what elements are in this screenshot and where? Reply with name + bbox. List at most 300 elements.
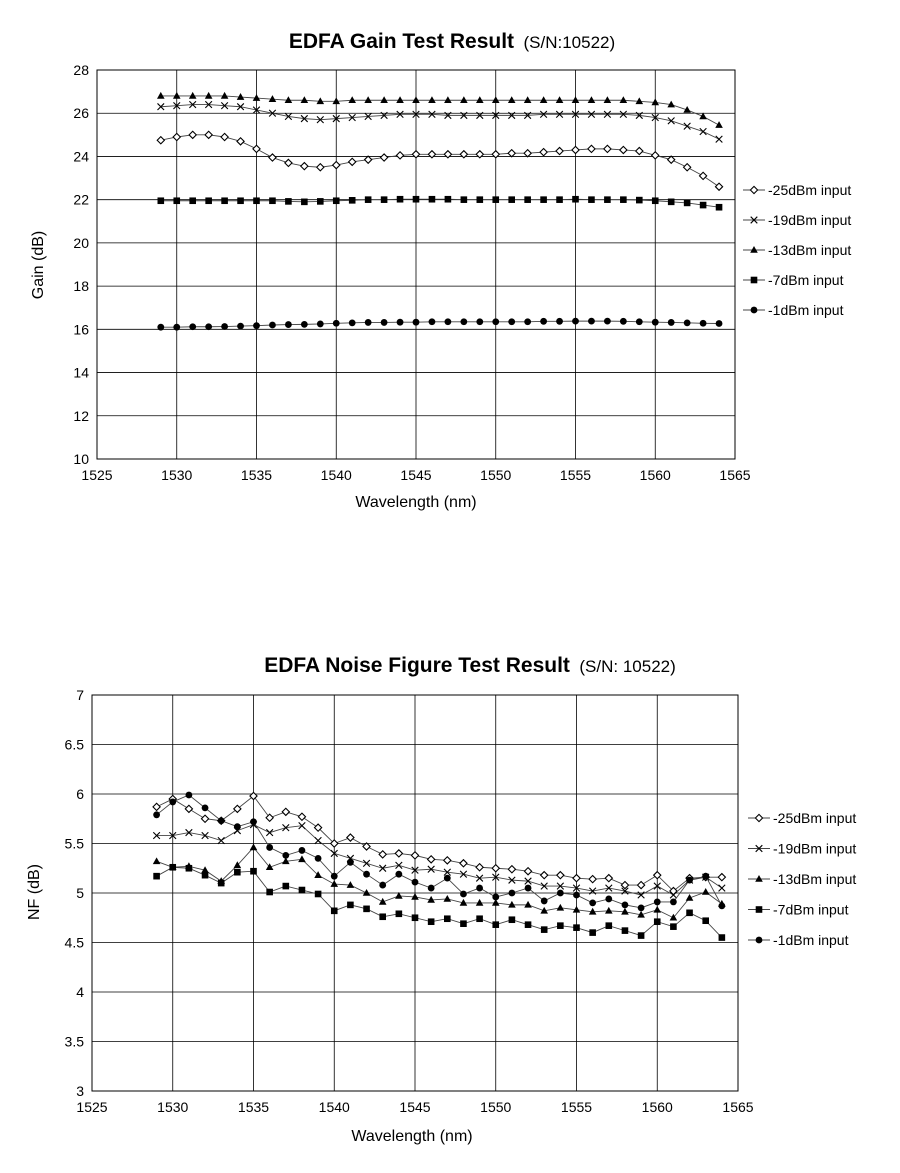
nf-data-point [395,871,402,878]
gain-data-point [620,318,627,325]
gain-data-point [636,147,643,154]
gain-data-point [460,318,467,325]
gain-chart-y-axis-label: Gain (dB) [30,230,47,300]
gain-data-point [333,320,340,327]
gain-data-point [205,131,212,138]
gain-data-point [173,197,180,204]
gain-series-0 [157,131,722,190]
nf-data-point [589,900,596,907]
gain-data-point [221,133,228,140]
gain-data-point [429,318,436,325]
nf-data-point [718,874,725,881]
nf-data-point [719,885,726,892]
gain-data-point [412,96,420,103]
gain-legend-entry [743,212,851,228]
gain-data-point [716,320,723,327]
nf-data-point [185,805,192,812]
gain-data-point [715,183,722,190]
gain-data-point [301,199,308,206]
gain-data-point [508,150,515,157]
nf-data-point [605,875,612,882]
gain-data-point [397,196,404,203]
gain-legend-label: -1dBm input [768,302,844,318]
gain-chart-title [289,30,615,53]
gain-data-point [285,198,292,205]
nf-legend-entry [748,932,849,948]
gain-data-point [604,196,611,203]
gain-data-point [173,133,180,140]
nf-data-point [638,932,645,939]
gain-data-point [668,319,675,326]
nf-data-point [509,916,516,923]
nf-y-tick-label: 7 [76,687,84,703]
gain-data-point [668,199,675,206]
nf-data-point [379,851,386,858]
gain-series-2 [157,92,723,128]
gain-x-tick-label: 1550 [480,467,512,483]
gain-y-tick-label: 14 [73,364,89,381]
gain-data-point [716,204,723,211]
gain-data-point [429,196,436,203]
gain-data-point [380,96,388,103]
nf-data-point [363,860,370,867]
gain-data-point [189,323,196,330]
nf-data-point [396,910,403,917]
gain-data-point [604,318,611,325]
gain-data-point [700,320,707,327]
nf-data-point [379,882,386,889]
gain-data-point [588,145,595,152]
nf-legend-entry [748,902,849,918]
gain-legend-label: -13dBm input [768,242,852,258]
nf-data-point [702,873,709,880]
gain-data-point [700,202,707,209]
gain-data-point [285,159,292,166]
gain-data-point [604,96,612,103]
nf-data-point [605,907,613,914]
gain-chart-plot-area [73,62,750,483]
nf-data-point [605,896,612,903]
gain-data-point [396,152,403,159]
nf-data-point [444,875,451,882]
nf-data-point [169,864,176,871]
nf-legend-marker [755,814,762,821]
gain-data-point [157,324,164,331]
nf-data-point [347,902,354,909]
gain-data-point [237,197,244,204]
nf-data-point [266,889,273,896]
gain-x-tick-label: 1540 [320,467,352,483]
gain-data-point [508,318,515,325]
gain-x-tick-label: 1545 [400,467,432,483]
nf-data-point [444,895,452,902]
nf-y-tick-label: 4 [76,984,84,1000]
gain-data-point [556,147,563,154]
gain-legend-marker [750,246,758,253]
nf-data-point [315,837,322,844]
gain-data-point [620,96,628,103]
nf-chart-y-axis-label: NF (dB) [26,864,43,920]
gain-data-point [588,196,595,203]
nf-x-tick-label: 1525 [76,1099,108,1115]
nf-data-point [218,837,225,844]
nf-legend-marker [756,906,763,913]
nf-data-point [331,873,338,880]
gain-data-point [556,196,563,203]
nf-x-tick-label: 1535 [237,1099,270,1115]
nf-series-line [157,795,722,908]
gain-data-point [364,96,372,103]
nf-data-point [638,881,645,888]
nf-data-point [363,906,370,913]
nf-data-point [202,804,209,811]
nf-data-point [169,799,176,806]
nf-data-point [654,918,661,925]
gain-y-tick-label: 24 [73,148,89,165]
nf-data-point [525,921,532,928]
gain-data-point [700,128,707,135]
nf-y-tick-label: 5 [76,885,84,901]
nf-data-point [412,879,419,886]
gain-data-point [396,96,404,103]
nf-data-point [654,899,661,906]
gain-data-point [221,197,228,204]
gain-y-tick-label: 26 [73,105,89,122]
nf-x-tick-label: 1550 [480,1099,512,1115]
nf-data-point [411,852,418,859]
gain-x-tick-label: 1565 [719,467,751,483]
nf-data-point [557,890,564,897]
nf-y-tick-label: 6 [76,786,84,802]
nf-data-point [476,915,483,922]
noise-figure-chart [26,654,856,1145]
gain-data-point [524,150,531,157]
nf-data-point [331,908,338,915]
gain-series-line [161,199,719,207]
nf-legend-label: -13dBm input [773,871,857,887]
nf-data-point [589,929,596,936]
nf-data-point [719,934,726,941]
nf-data-point [476,864,483,871]
nf-data-point [250,868,257,875]
gain-data-point [253,197,260,204]
nf-data-point [201,815,208,822]
gain-x-tick-label: 1560 [639,467,671,483]
nf-x-tick-label: 1560 [641,1099,673,1115]
gain-x-tick-label: 1555 [559,467,592,483]
nf-data-point [557,904,565,911]
gain-data-point [508,96,516,103]
nf-data-point [621,881,628,888]
nf-chart-legend [748,810,856,948]
gain-data-point [365,196,372,203]
gain-data-point [317,198,324,205]
nf-legend-label: -7dBm input [773,901,849,918]
nf-data-point [299,847,306,854]
gain-data-point [205,323,212,330]
gain-data-point [189,92,197,99]
gain-legend-entry [743,182,851,198]
gain-data-point [540,196,547,203]
gain-legend-entry [743,272,844,288]
nf-data-point [266,814,273,821]
nf-data-point [492,894,499,901]
gain-data-point [221,323,228,330]
gain-data-point [492,318,499,325]
gain-data-point [460,96,468,103]
gain-data-point [492,96,500,103]
nf-data-point [638,904,645,911]
gain-y-tick-label: 16 [73,321,89,338]
gain-chart-x-axis-label: Wavelength (nm) [355,494,477,511]
gain-data-point [269,197,276,204]
nf-data-point [702,888,710,895]
gain-data-point [540,318,547,325]
nf-data-point [557,922,564,929]
nf-data-point [492,921,499,928]
gain-data-point [715,121,723,128]
nf-x-tick-label: 1555 [560,1099,593,1115]
gain-data-point [444,96,452,103]
gain-legend-entry [743,242,851,258]
gain-data-point [492,196,499,203]
gain-data-point [445,318,452,325]
nf-data-point [606,922,613,929]
gain-data-point [700,172,707,179]
nf-data-point [557,872,564,879]
gain-data-point [269,322,276,329]
nf-data-point [186,865,193,872]
nf-y-tick-label: 4.5 [64,934,84,951]
gain-data-point [524,96,532,103]
gain-data-point [157,137,164,144]
nf-y-tick-label: 3.5 [64,1033,84,1050]
gain-series-line [161,321,719,327]
nf-y-tick-label: 6.5 [64,736,84,753]
nf-data-point [234,869,241,876]
gain-data-point [636,318,643,325]
nf-data-point [186,792,193,799]
gain-data-point [684,123,691,130]
gain-legend-label: -25dBm input [768,182,852,198]
gain-series-1 [158,101,723,142]
nf-legend-label: -25dBm input [773,810,857,826]
gain-data-point [301,321,308,328]
gain-y-tick-label: 10 [73,451,89,467]
gain-y-tick-label: 12 [73,407,89,424]
gain-data-point [333,161,340,168]
nf-data-point [363,843,370,850]
nf-data-point [298,855,306,862]
gain-data-point [428,96,436,103]
gain-data-point [620,146,627,153]
nf-y-tick-label: 3 [76,1083,84,1099]
gain-legend-label: -19dBm input [768,212,852,228]
gain-data-point [572,318,579,325]
nf-data-point [202,872,209,879]
gain-y-tick-label: 20 [73,234,89,251]
nf-data-point [412,914,419,921]
nf-data-point [460,860,467,867]
nf-data-point [460,891,467,898]
gain-data-point [604,145,611,152]
gain-data-point [269,154,276,161]
gain-data-point [524,196,531,203]
nf-data-point [315,891,322,898]
nf-data-point [330,880,338,887]
gain-data-point [572,146,579,153]
nf-data-point [347,834,354,841]
gain-data-point [588,318,595,325]
gain-data-point [508,196,515,203]
gain-data-point [381,154,388,161]
nf-data-point [347,859,354,866]
gain-chart-title-sub: (S/N:10522) [523,33,616,52]
nf-data-point [524,868,531,875]
gain-data-point [540,96,548,103]
gain-data-point [636,197,643,204]
nf-data-point [476,899,484,906]
gain-data-point [556,318,563,325]
nf-data-point [476,885,483,892]
nf-data-point [282,808,289,815]
nf-data-point [444,857,451,864]
nf-data-point [282,852,289,859]
nf-data-point [622,901,629,908]
nf-legend-marker [756,937,763,944]
gain-data-point [588,96,596,103]
gain-data-point [381,196,388,203]
nf-chart-title-sub: (S/N: 10522) [579,657,676,676]
gain-data-point [189,131,196,138]
gain-data-point [348,96,356,103]
nf-data-point [428,885,435,892]
nf-data-point [363,871,370,878]
nf-legend-entry [748,871,856,887]
nf-data-point [266,829,273,836]
nf-chart-title [264,654,676,677]
nf-data-point [622,927,629,934]
gain-data-point [173,92,181,99]
nf-data-point [153,803,160,810]
gain-data-point [524,318,531,325]
nf-data-point [444,915,451,922]
nf-data-point [525,885,532,892]
nf-data-point [670,899,677,906]
gain-data-point [461,196,468,203]
nf-data-point [524,901,532,908]
gain-data-point [157,92,165,99]
nf-data-point [573,924,580,931]
gain-data-point [205,197,212,204]
nf-chart-plot-area [65,687,754,1115]
nf-data-point [670,923,677,930]
gain-data-point [684,319,691,326]
nf-x-tick-label: 1530 [157,1099,189,1115]
gain-data-point [572,196,579,203]
nf-y-tick-label: 5.5 [64,835,84,852]
gain-chart-title-main: EDFA Gain Test Result [288,30,515,53]
nf-data-point [234,823,241,830]
nf-data-point [153,857,161,864]
nf-data-point [315,855,322,862]
nf-data-point [250,818,257,825]
nf-data-point [283,883,290,890]
nf-chart-title-main: EDFA Noise Figure Test Result [264,654,570,677]
gain-data-point [476,318,483,325]
nf-legend-label: -1dBm input [773,932,849,948]
gain-series-line [161,96,719,125]
nf-data-point [509,890,516,897]
nf-legend-label: -19dBm input [773,840,857,857]
nf-data-point [250,843,258,850]
nf-x-tick-label: 1540 [318,1099,350,1115]
gain-data-point [158,197,165,204]
gain-data-point [349,319,356,326]
gain-data-point [333,197,340,204]
nf-data-point [508,866,515,873]
gain-data-point [365,156,372,163]
nf-legend-marker [755,875,763,882]
gain-data-point [397,319,404,326]
gain-data-point [317,164,324,171]
nf-data-point [153,873,160,880]
gain-data-point [413,319,420,326]
nf-data-point [718,902,725,909]
nf-data-point [428,856,435,863]
gain-data-point [253,145,260,152]
gain-series-3 [158,196,723,211]
nf-data-point [218,817,225,824]
gain-data-point [668,117,675,124]
nf-x-tick-label: 1545 [399,1099,431,1115]
gain-data-point [205,92,213,99]
nf-data-point [395,850,402,857]
gain-data-point [365,319,372,326]
gain-data-point [189,197,196,204]
gain-chart-legend [743,182,851,318]
gain-legend-label: -7dBm input [768,272,844,288]
gain-legend-marker [750,186,757,193]
gain-legend-entry [743,302,844,318]
gain-data-point [301,96,309,103]
gain-data-point [716,136,723,143]
gain-data-point [173,324,180,331]
nf-x-tick-label: 1565 [722,1099,754,1115]
gain-data-point [317,321,324,328]
gain-data-point [301,163,308,170]
nf-series-line [157,867,722,937]
nf-data-point [573,875,580,882]
nf-legend-entry [748,810,856,826]
gain-x-tick-label: 1535 [240,467,273,483]
nf-data-point [589,876,596,883]
gain-data-point [413,196,420,203]
nf-legend-entry [748,841,856,857]
gain-data-point [237,323,244,330]
gain-data-point [684,200,691,207]
nf-data-point [686,877,693,884]
nf-data-point [541,872,548,879]
nf-data-point [298,813,305,820]
gain-series-line [161,135,719,187]
gain-data-point [556,96,564,103]
nf-data-point [541,926,548,933]
gain-series-line [161,105,719,140]
gain-legend-marker [751,277,758,284]
gain-data-point [668,156,675,163]
nf-chart-x-axis-label: Wavelength (nm) [351,1128,473,1145]
